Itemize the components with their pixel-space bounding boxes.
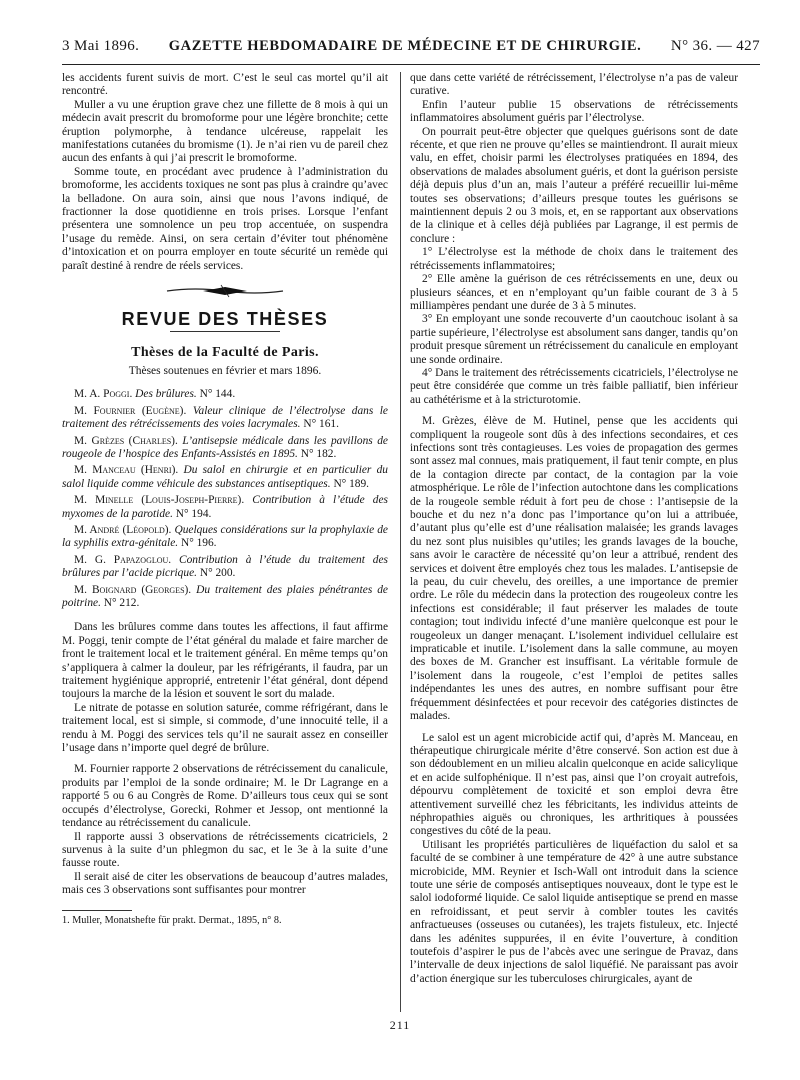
journal-title: GAZETTE HEBDOMADAIRE DE MÉDECINE ET DE CHIRURGIE. [168,38,642,54]
thesis-entry: M. Minelle (Louis-Joseph-Pierre). Contribution à l’étude des myxomes de la parotide. N° 194. [62,494,388,520]
paragraph: les accidents furent suivis de mort. C’est le seul cas mortel qu’il ait rencontré. [62,72,388,98]
paragraph: Le nitrate de potasse en solution saturée, comme réfrigérant, dans le traitement local, est si simple, si commode, d’une innocuité telle, il a rendu à M. Poggi des services tels qu’il ne saurait assez en conseiller l’usage dans n’importe quel degré de brûlure. [62,701,388,755]
section-title: REVUE DES THÈSES [121,309,329,330]
paragraph: Utilisant les propriétés particulières de liquéfaction du salol et sa faculté de se combiner à une température de 42° à une autre substance microbicide, MM. Reynier et Isch-Wall ont introduit dans la science toute une série de composés antiseptiques nouveaux, dont le type est le salol iodoformé liquide. Ce salol liquide antiseptique se prend en masse en refroidissant, et peut servir à combler toutes les cavités anfractueuses (osseuses ou cutanées), les trajets fistuleux, etc. Injecté dans les adénites suppurées, il en évite l’ouverture, à condition toutefois d’aspirer le pus de l’abcès avec une seringue de Pravaz, dans l’intervalle de deux injections de salol liquéfié. Ne paraissant pas avoir d’action énergique sur les tuberculoses chirurgicales, ayant de [410,838,738,985]
conclusion-item: 4° Dans le traitement des rétrécissements cicatriciels, l’électrolyse ne peut être considérée que comme un très faible palliatif, bien inférieur au cathétérisme et à la stricturotomie. [410,366,738,406]
paragraph: On pourrait peut-être objecter que quelques guérisons sont de date récente, et que rien ne prouve qu’elles se maintiendront. Il aurait mieux valu, en effet, choisir parmi les électrolyses pratiquées en 1894, des observations de malades absolument guéris, et dont la guérison persiste déjà depuis plus d’un an, mais l’auteur a préféré recueillir lui-même toutes ses observations; d’ailleurs presque toutes les guérisons se maintiennent depuis 2 ou 3 mois, et, en se rapportant aux observations de la clinique et à celles déjà publiées par Lagrange, il est permis de conclure : [410,125,738,245]
subsection-subtitle: Thèses soutenues en février et mars 1896. [128,364,322,377]
thesis-entry: M. A. Poggi. Des brûlures. N° 144. [74,388,236,401]
left-column [62,72,388,927]
paragraph: Le salol est un agent microbicide actif qui, d’après M. Manceau, en thérapeutique chirurgicale mérite d’être conservé. Son action est due à son dédoublement en un milieu alcalin quelconque en acide salicylique et en acide sulfophénique. Il n’est pas, ainsi que l’on croyait autrefois, dépourvu complètement de toxicité et son emploi devra être attentivement surveillé chez les fébricitants, les individus atteints de néphropathies aiguës ou chroniques, les arthritiques à poussées congestives du côté de la peau. [410,731,738,838]
paragraph: Somme toute, en procédant avec prudence à l’administration du bromoforme, les accidents toxiques ne sont pas plus à craindre qu’avec la belladone. On aura soin, ainsi que nous l’avons indiqué, de fractionner la dose quotidienne en trois prises. Lorsque l’enfant présentera une somnolence un peu trop accentuée, on suspendra l’usage du remède. Ainsi, on sera certain d’éviter tout phénomène d’intoxication et on pourra employer en toute sécurité un remède qui paraît destiné à rendre de réels services. [62,165,388,272]
section-title-rule [170,331,280,332]
thesis-entry: M. Boignard (Georges). Du traitement des plaies pénétrantes de poitrine. N° 212. [62,583,388,609]
header-rule [62,64,760,65]
page-number: 211 [389,1018,411,1032]
subsection-title: Thèses de la Faculté de Paris. [131,344,319,360]
column-divider [400,72,401,1012]
thesis-entry: M. Grèzes (Charles). L’antisepsie médicale dans les pavillons de rougeole de l’hospice des Enfants-Assistés en 1895. N° 182. [62,434,388,460]
thesis-entry: M. G. Papazoglou. Contribution à l’étude du traitement des brûlures par l’acide picrique. N° 200. [62,553,388,580]
conclusion-item: 2° Elle amène la guérison de ces rétrécissements en une, deux ou plusieurs séances, et en n’employant qu’un faible courant de 3 à 5 milliampères pendant une durée de 3 à 5 minutes. [410,273,738,312]
paragraph: que dans cette variété de rétrécissement, l’électrolyse n’a pas de valeur curative. [410,72,738,98]
right-column [410,72,738,986]
conclusion-item: 3° En employant une sonde recouverte d’un caoutchouc isolant à sa partie supérieure, l’électrolyse est absolument sans danger, tandis qu’on produit presque sûrement un rétrécissement du canalicule en employant une sonde ordinaire. [410,313,738,366]
thesis-entry: M. Manceau (Henri). Du salol en chirurgie et en particulier du salol liquide comme véhicule des substances antiseptiques. N° 189. [62,464,388,490]
page-header [62,38,760,60]
footnote: 1. Muller, Monatshefte für prakt. Dermat., 1895, n° 8. [62,914,282,926]
paragraph: Dans les brûlures comme dans toutes les affections, il faut affirme M. Poggi, tenir compte de l’état général du malade et faire marcher de front le traitement local et le traitement général. En même temps qu’on s’appliquera à calmer la douleur, par les réfrigérants, il faudra, par un traitement hygiénique approprié, entretenir l’état général, dont dépend toujours la marche de la lésion et souvent le sort du malade. [62,621,388,701]
footnote-rule [62,910,132,911]
paragraph: M. Fournier rapporte 2 observations de rétrécissement du canalicule, produits par l’emploi de la sonde ordinaire; M. le Dr Lagrange en a rapporté 5 ou 6 au Congrès de Rome. D’ailleurs tous ceux qui se sont occupés d’électrolyse, Gorecki, Rohmer et Jessop, ont mentionné la tendance au rétrécissement du canalicule. [62,763,388,830]
thesis-entry: M. André (Léopold). Quelques considérations sur la prophylaxie de la syphilis extra-génitale. N° 196. [62,523,388,550]
paragraph: Il serait aisé de citer les observations de beaucoup d’autres malades, mais ces 3 observations sont suffisantes pour montrer [62,870,388,897]
thesis-entry: M. Fournier (Eugène). Valeur clinique de l’électrolyse dans le traitement des rétrécissements des voies lacrymales. N° 161. [62,404,388,431]
header-issue: N° 36. — 427 [670,38,760,54]
header-date: 3 Mai 1896. [62,38,140,54]
paragraph: Enfin l’auteur publie 15 observations de rétrécissements inflammatoires absolument guéris par l’électrolyse. [410,98,738,125]
theses-list [62,388,388,610]
conclusion-item: 1° L’électrolyse est la méthode de choix dans le traitement des rétrécissements inflammatoires; [410,246,738,272]
paragraph: M. Grèzes, élève de M. Hutinel, pense que les accidents qui compliquent la rougeole sont dûs à des infections secondaires, et ces infections sont très contagieuses. Les voies de propagation des germes sont assez mal connues, mais pratiquement, il faut tenir compte, en plus de la contagion directe par contact, de la contagion par la voie atmosphérique. Le rôle de l’infection autochtone dans les complications de la rougeole semble réduit à fort peu de chose : l’antisepsie de la bouche et du nez n’a donc pas l’importance qu’on lui a attribuée, d’autant plus qu’elle est d’une réalisation malaisée; les grands lavages du nez sont plus nuisibles qu’utiles; les grands lavages de la bouche, sans avoir le caractère de nécessité qu’on leur a attribué, rendent des services et doivent être employés chez tous les malades. L’antisepsie de la peau, du cuir chevelu, des oreilles, a une importance de premier ordre. Le rôle du médecin dans la protection des rougeoleux contre les infections est considérable; il faut préserver les malades de toute contagion; tout individu infecté d’une manière quelconque est pour le rougeoleux un danger menaçant. L’isolement individuel cellulaire est impraticable et inutile. L’isolement dans la salle commune, au moyen des boxes de M. Grancher est insuffisant. La véritable formule de l’isolement dans la rougeole, c’est l’emploi de petites salles indépendantes les unes des autres, en nombre suffisant pour être fréquemment désinfectées et pour recevoir des catégories distinctes de malades. [410,415,739,723]
ornament-divider [62,283,388,299]
paragraph: Muller a vu une éruption grave chez une fillette de 8 mois à qui un médecin avait prescrit du bromoforme pour une légère bronchite; cette éruption polymorphe, à tendance ulcéreuse, rappelait les manifestations cutanées du bromisme (1). Je n’ai rien vu de pareil chez aucun des enfants à qui j’ai prescrit le bromoforme. [62,98,388,165]
paragraph: Il rapporte aussi 3 observations de rétrécissements cicatriciels, 2 survenus à la suite d’un phlegmon du sac, et le 3e à la suite d’une fausse route. [62,830,388,870]
